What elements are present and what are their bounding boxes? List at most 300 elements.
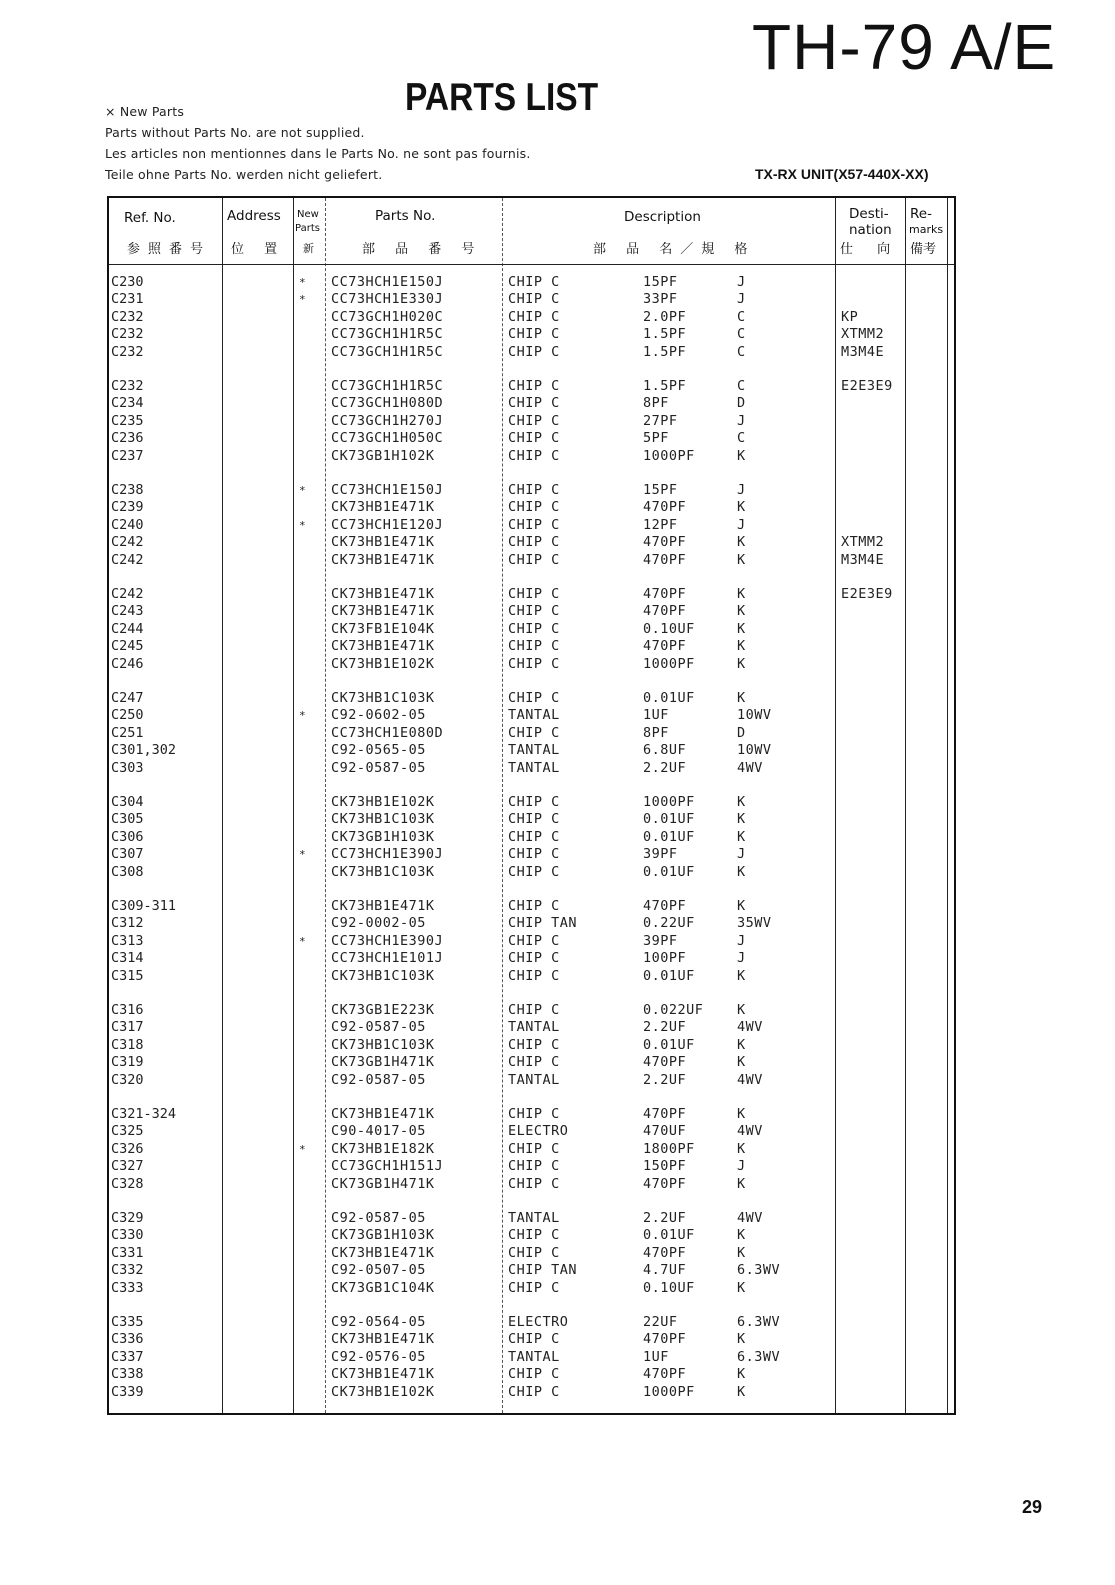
cell-spec: J: [737, 274, 746, 290]
cell-parts-no: CK73GB1H103K: [331, 828, 435, 845]
table-row: [109, 707, 954, 724]
cell-value: 100PF: [643, 950, 687, 967]
cell-description: CHIP C: [508, 811, 560, 828]
cell-description: CHIP C: [508, 378, 560, 394]
cell-value: 0.01UF: [643, 811, 695, 828]
cell-ref-no: C234: [111, 395, 144, 412]
cell-ref-no: C315: [111, 967, 144, 984]
cell-ref-no: C246: [111, 655, 144, 672]
cell-spec: 10WV: [737, 707, 772, 724]
cell-spec: 4WV: [737, 1210, 763, 1226]
table-row: [109, 274, 954, 291]
table-row: [109, 915, 954, 932]
cell-destination: KP: [841, 308, 859, 325]
table-row: [109, 1245, 954, 1262]
cell-value: 8PF: [643, 395, 669, 412]
cell-new-mark: *: [299, 518, 306, 532]
cell-value: 15PF: [643, 482, 678, 498]
cell-description: CHIP C: [508, 603, 560, 620]
header-destination-jp: 仕 向: [840, 242, 901, 257]
cell-value: 0.01UF: [643, 828, 695, 845]
cell-parts-no: CK73HB1C103K: [331, 967, 435, 984]
cell-spec: K: [737, 603, 746, 620]
cell-value: 2.2UF: [643, 1210, 687, 1226]
cell-description: CHIP C: [508, 638, 560, 655]
cell-ref-no: C320: [111, 1071, 144, 1088]
cell-description: TANTAL: [508, 1210, 560, 1226]
cell-value: 2.2UF: [643, 1019, 687, 1036]
cell-ref-no: C250: [111, 707, 144, 724]
table-row: [109, 742, 954, 759]
cell-ref-no: C317: [111, 1019, 144, 1036]
cell-value: 39PF: [643, 932, 678, 949]
cell-spec: K: [737, 1331, 746, 1348]
cell-spec: J: [737, 291, 746, 308]
cell-ref-no: C239: [111, 499, 144, 516]
header-destination: Desti-: [849, 206, 889, 222]
cell-value: 470PF: [643, 534, 687, 551]
table-row: [109, 395, 954, 412]
table-row: [109, 1314, 954, 1331]
cell-value: 470PF: [643, 1331, 687, 1348]
cell-description: CHIP C: [508, 291, 560, 308]
cell-description: CHIP C: [508, 499, 560, 516]
cell-description: CHIP C: [508, 343, 560, 360]
cell-destination: M3M4E: [841, 551, 885, 568]
header-remarks-jp: 備考: [910, 242, 937, 257]
table-row: [109, 898, 954, 915]
table-row: [109, 534, 954, 551]
cell-new-mark: *: [299, 709, 306, 723]
cell-value: 470PF: [643, 1244, 687, 1261]
cell-spec: 4WV: [737, 1019, 763, 1036]
header-new-parts: Parts: [295, 223, 320, 234]
cell-description: ELECTRO: [508, 1123, 569, 1140]
model-number: TH-79 A/E: [752, 11, 1057, 83]
cell-ref-no: C235: [111, 412, 144, 429]
cell-value: 4.7UF: [643, 1262, 687, 1279]
cell-value: 22UF: [643, 1314, 678, 1330]
cell-ref-no: C231: [111, 291, 144, 308]
cell-value: 470UF: [643, 1123, 687, 1140]
cell-description: TANTAL: [508, 1348, 560, 1365]
cell-description: CHIP C: [508, 724, 560, 741]
cell-parts-no: CK73HB1E471K: [331, 1331, 435, 1348]
cell-parts-no: CC73GCH1H270J: [331, 412, 444, 429]
cell-value: 1.5PF: [643, 343, 687, 360]
cell-ref-no: C328: [111, 1175, 144, 1192]
cell-value: 470PF: [643, 1106, 687, 1122]
cell-value: 0.01UF: [643, 690, 695, 706]
cell-description: CHIP C: [508, 1158, 560, 1175]
cell-value: 0.10UF: [643, 1279, 695, 1296]
table-row: [109, 1037, 954, 1054]
cell-ref-no: C332: [111, 1262, 144, 1279]
cell-description: CHIP C: [508, 1036, 560, 1053]
cell-parts-no: CC73HCH1E330J: [331, 291, 444, 308]
cell-description: CHIP C: [508, 1279, 560, 1296]
cell-spec: 6.3WV: [737, 1348, 781, 1365]
table-row: [109, 1002, 954, 1019]
cell-description: CHIP C: [508, 898, 560, 914]
cell-description: TANTAL: [508, 742, 560, 759]
table-row: [109, 1366, 954, 1383]
table-row: [109, 1123, 954, 1140]
cell-parts-no: CK73HB1E471K: [331, 586, 435, 602]
cell-ref-no: C240: [111, 516, 144, 533]
cell-spec: K: [737, 1227, 746, 1244]
cell-ref-no: C329: [111, 1210, 144, 1226]
cell-parts-no: CK73GB1H471K: [331, 1175, 435, 1192]
cell-parts-no: CK73HB1E471K: [331, 499, 435, 516]
cell-ref-no: C336: [111, 1331, 144, 1348]
cell-ref-no: C301,302: [111, 742, 177, 759]
cell-description: ELECTRO: [508, 1314, 569, 1330]
cell-ref-no: C339: [111, 1383, 144, 1400]
cell-ref-no: C333: [111, 1279, 144, 1296]
note-german: Teile ohne Parts No. werden nicht geliefert.: [105, 167, 383, 182]
cell-ref-no: C313: [111, 932, 144, 949]
cell-description: CHIP C: [508, 690, 560, 706]
header-destination-2: nation: [849, 222, 892, 238]
cell-parts-no: CK73HB1E471K: [331, 1244, 435, 1261]
cell-value: 0.10UF: [643, 620, 695, 637]
cell-parts-no: CC73GCH1H1R5C: [331, 343, 444, 360]
cell-description: CHIP C: [508, 655, 560, 672]
cell-parts-no: CK73HB1E471K: [331, 1106, 435, 1122]
cell-description: TANTAL: [508, 1019, 560, 1036]
header-parts-no-jp: 部 品 番 号: [362, 242, 483, 257]
cell-parts-no: CK73HB1E471K: [331, 1366, 435, 1383]
cell-spec: K: [737, 828, 746, 845]
cell-ref-no: C308: [111, 863, 144, 880]
table-row: [109, 1106, 954, 1123]
cell-parts-no: CK73HB1C103K: [331, 690, 435, 706]
cell-description: CHIP C: [508, 1383, 560, 1400]
cell-parts-no: C92-0587-05: [331, 1019, 426, 1036]
cell-ref-no: C242: [111, 534, 144, 551]
cell-new-mark: *: [299, 276, 306, 289]
cell-spec: K: [737, 811, 746, 828]
cell-ref-no: C242: [111, 551, 144, 568]
cell-spec: K: [737, 620, 746, 637]
cell-parts-no: CC73HCH1E150J: [331, 482, 444, 498]
cell-description: CHIP C: [508, 932, 560, 949]
parts-table: [107, 196, 956, 1415]
table-row: [109, 1019, 954, 1036]
table-row: [109, 309, 954, 326]
cell-new-mark: *: [299, 848, 306, 862]
cell-value: 1000PF: [643, 1383, 695, 1400]
cell-ref-no: C307: [111, 846, 144, 863]
cell-ref-no: C335: [111, 1314, 144, 1330]
cell-ref-no: C251: [111, 724, 144, 741]
note-french: Les articles non mentionnes dans le Parts No. ne sont pas fournis.: [105, 146, 531, 161]
cell-description: CHIP C: [508, 967, 560, 984]
cell-value: 470PF: [643, 586, 687, 602]
cell-description: CHIP C: [508, 846, 560, 863]
cell-parts-no: CK73HB1C103K: [331, 863, 435, 880]
cell-spec: 6.3WV: [737, 1262, 781, 1279]
cell-ref-no: C245: [111, 638, 144, 655]
table-row: [109, 933, 954, 950]
cell-parts-no: C92-0587-05: [331, 759, 426, 776]
cell-description: CHIP C: [508, 1175, 560, 1192]
cell-value: 2.2UF: [643, 759, 687, 776]
cell-value: 1UF: [643, 707, 669, 724]
table-row: [109, 603, 954, 620]
table-row: [109, 829, 954, 846]
table-row: [109, 448, 954, 465]
table-row: [109, 499, 954, 516]
table-row: [109, 725, 954, 742]
table-row: [109, 1384, 954, 1401]
cell-spec: K: [737, 690, 746, 706]
table-row: [109, 656, 954, 673]
cell-new-mark: *: [299, 1142, 306, 1156]
cell-spec: K: [737, 1054, 746, 1071]
cell-spec: C: [737, 326, 746, 343]
cell-value: 470PF: [643, 1366, 687, 1383]
table-row: [109, 291, 954, 308]
cell-value: 0.01UF: [643, 1036, 695, 1053]
cell-parts-no: CK73GB1H102K: [331, 447, 435, 464]
cell-new-mark: *: [299, 934, 306, 948]
table-row: [109, 1280, 954, 1297]
cell-parts-no: CK73HB1E471K: [331, 638, 435, 655]
cell-spec: D: [737, 395, 746, 412]
cell-value: 470PF: [643, 603, 687, 620]
cell-destination: M3M4E: [841, 343, 885, 360]
page-title: PARTS LIST: [405, 76, 599, 119]
unit-label: TX-RX UNIT(X57-440X-XX): [755, 166, 929, 182]
table-row: [109, 586, 954, 603]
cell-description: CHIP C: [508, 1140, 560, 1157]
cell-ref-no: C331: [111, 1244, 144, 1261]
table-row: [109, 552, 954, 569]
table-row: [109, 638, 954, 655]
cell-parts-no: CK73HB1E471K: [331, 603, 435, 620]
cell-parts-no: CC73HCH1E080D: [331, 724, 444, 741]
cell-spec: C: [737, 430, 746, 447]
cell-description: CHIP C: [508, 1106, 560, 1122]
cell-spec: K: [737, 1140, 746, 1157]
cell-parts-no: CC73HCH1E390J: [331, 846, 444, 863]
cell-value: 12PF: [643, 516, 678, 533]
table-row: [109, 413, 954, 430]
cell-value: 6.8UF: [643, 742, 687, 759]
cell-spec: K: [737, 1002, 746, 1018]
cell-ref-no: C319: [111, 1054, 144, 1071]
table-row: [109, 968, 954, 985]
cell-destination: XTMM2: [841, 326, 885, 343]
cell-parts-no: CC73HCH1E390J: [331, 932, 444, 949]
cell-description: TANTAL: [508, 759, 560, 776]
cell-parts-no: CK73HB1E102K: [331, 1383, 435, 1400]
cell-description: CHIP C: [508, 950, 560, 967]
cell-ref-no: C309-311: [111, 898, 177, 914]
cell-value: 1.5PF: [643, 378, 687, 394]
cell-description: CHIP C: [508, 794, 560, 810]
cell-description: CHIP C: [508, 1054, 560, 1071]
cell-ref-no: C232: [111, 308, 144, 325]
cell-spec: 4WV: [737, 1123, 763, 1140]
cell-parts-no: CK73GB1H103K: [331, 1227, 435, 1244]
table-row: [109, 846, 954, 863]
cell-spec: K: [737, 1383, 746, 1400]
cell-spec: K: [737, 1366, 746, 1383]
cell-value: 1000PF: [643, 794, 695, 810]
cell-value: 1800PF: [643, 1140, 695, 1157]
cell-ref-no: C330: [111, 1227, 144, 1244]
cell-value: 2.0PF: [643, 308, 687, 325]
cell-value: 470PF: [643, 499, 687, 516]
cell-ref-no: C338: [111, 1366, 144, 1383]
cell-parts-no: C92-0576-05: [331, 1348, 426, 1365]
cell-description: TANTAL: [508, 1071, 560, 1088]
cell-parts-no: CK73GB1H471K: [331, 1054, 435, 1071]
cell-description: CHIP C: [508, 828, 560, 845]
cell-ref-no: C247: [111, 690, 144, 706]
cell-description: CHIP C: [508, 534, 560, 551]
table-row: [109, 1262, 954, 1279]
table-row: [109, 690, 954, 707]
table-row: [109, 430, 954, 447]
table-row: [109, 1072, 954, 1089]
cell-ref-no: C306: [111, 828, 144, 845]
cell-parts-no: CC73GCH1H151J: [331, 1158, 444, 1175]
table-row: [109, 1141, 954, 1158]
cell-spec: K: [737, 1244, 746, 1261]
cell-spec: K: [737, 1106, 746, 1122]
cell-spec: J: [737, 1158, 746, 1175]
header-description-jp: 部 品 名／規 格: [593, 242, 756, 257]
cell-value: 1UF: [643, 1348, 669, 1365]
cell-value: 27PF: [643, 412, 678, 429]
table-row: [109, 1349, 954, 1366]
cell-ref-no: C232: [111, 326, 144, 343]
cell-ref-no: C243: [111, 603, 144, 620]
cell-parts-no: C92-0587-05: [331, 1210, 426, 1226]
table-row: [109, 1054, 954, 1071]
cell-spec: K: [737, 898, 746, 914]
cell-description: CHIP TAN: [508, 915, 578, 932]
cell-description: TANTAL: [508, 707, 560, 724]
cell-description: CHIP C: [508, 551, 560, 568]
cell-spec: K: [737, 534, 746, 551]
table-row: [109, 517, 954, 534]
table-row: [109, 864, 954, 881]
cell-description: CHIP C: [508, 482, 560, 498]
cell-description: CHIP C: [508, 1331, 560, 1348]
cell-spec: K: [737, 794, 746, 810]
table-row: [109, 794, 954, 811]
cell-spec: K: [737, 1175, 746, 1192]
cell-ref-no: C327: [111, 1158, 144, 1175]
cell-ref-no: C337: [111, 1348, 144, 1365]
cell-parts-no: CC73GCH1H1R5C: [331, 326, 444, 343]
cell-description: CHIP C: [508, 1366, 560, 1383]
cell-value: 8PF: [643, 724, 669, 741]
table-row: [109, 811, 954, 828]
cell-parts-no: CK73FB1E104K: [331, 620, 435, 637]
table-row: [109, 1210, 954, 1227]
cell-parts-no: CK73HB1E471K: [331, 898, 435, 914]
cell-parts-no: CK73GB1E223K: [331, 1002, 435, 1018]
note-english: Parts without Parts No. are not supplied.: [105, 125, 365, 140]
cell-parts-no: CK73HB1E102K: [331, 794, 435, 810]
cell-spec: 35WV: [737, 915, 772, 932]
note-new-parts: × New Parts: [105, 104, 185, 119]
cell-ref-no: C242: [111, 586, 144, 602]
cell-value: 1000PF: [643, 655, 695, 672]
cell-ref-no: C321-324: [111, 1106, 177, 1122]
cell-spec: J: [737, 482, 746, 498]
cell-ref-no: C305: [111, 811, 144, 828]
table-row: [109, 1227, 954, 1244]
cell-spec: J: [737, 846, 746, 863]
header-remarks: Re-: [910, 206, 932, 222]
cell-spec: C: [737, 308, 746, 325]
cell-parts-no: CC73HCH1E120J: [331, 516, 444, 533]
cell-value: 150PF: [643, 1158, 687, 1175]
cell-spec: 4WV: [737, 1071, 763, 1088]
cell-spec: K: [737, 447, 746, 464]
cell-ref-no: C232: [111, 378, 144, 394]
cell-ref-no: C304: [111, 794, 144, 810]
cell-value: 470PF: [643, 1054, 687, 1071]
cell-ref-no: C325: [111, 1123, 144, 1140]
cell-description: CHIP C: [508, 412, 560, 429]
cell-new-mark: *: [299, 484, 306, 497]
page-number: 29: [1022, 1497, 1043, 1517]
cell-value: 470PF: [643, 551, 687, 568]
cell-description: CHIP C: [508, 1244, 560, 1261]
cell-ref-no: C326: [111, 1140, 144, 1157]
cell-spec: C: [737, 378, 746, 394]
table-row: [109, 621, 954, 638]
cell-value: 33PF: [643, 291, 678, 308]
cell-value: 39PF: [643, 846, 678, 863]
cell-ref-no: C237: [111, 447, 144, 464]
cell-spec: 4WV: [737, 759, 763, 776]
cell-spec: J: [737, 516, 746, 533]
cell-ref-no: C230: [111, 274, 144, 290]
cell-value: 0.01UF: [643, 967, 695, 984]
table-row: [109, 1176, 954, 1193]
cell-parts-no: C92-0602-05: [331, 707, 426, 724]
cell-ref-no: C316: [111, 1002, 144, 1018]
cell-ref-no: C238: [111, 482, 144, 498]
cell-description: CHIP C: [508, 620, 560, 637]
cell-description: CHIP C: [508, 395, 560, 412]
table-row: [109, 1331, 954, 1348]
header-new-jp: 新: [303, 242, 314, 255]
cell-parts-no: C92-0564-05: [331, 1314, 426, 1330]
cell-ref-no: C303: [111, 759, 144, 776]
cell-value: 0.022UF: [643, 1002, 704, 1018]
cell-value: 0.01UF: [643, 1227, 695, 1244]
table-row: [109, 326, 954, 343]
table-row: [109, 950, 954, 967]
cell-parts-no: CC73GCH1H050C: [331, 430, 444, 447]
cell-spec: J: [737, 412, 746, 429]
cell-parts-no: CK73HB1E102K: [331, 655, 435, 672]
cell-parts-no: CK73HB1C103K: [331, 811, 435, 828]
cell-spec: 6.3WV: [737, 1314, 781, 1330]
cell-description: CHIP C: [508, 1002, 560, 1018]
cell-spec: 10WV: [737, 742, 772, 759]
